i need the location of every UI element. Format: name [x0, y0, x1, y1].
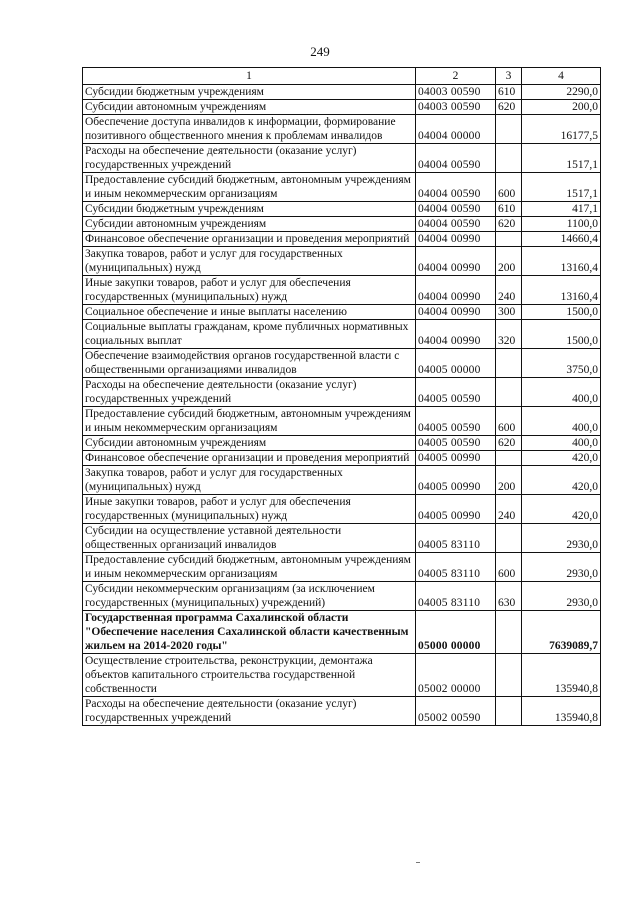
table-row	[83, 85, 601, 100]
row-type-cell: 610	[496, 202, 522, 217]
row-name-cell: Осуществление строительства, реконструкции, демонтажа объектов капитального строительства государственной собственности	[83, 654, 416, 697]
row-name-cell: Государственная программа Сахалинской области "Обеспечение населения Сахалинской области качественным жильем на 2014-2020 годы"	[83, 611, 416, 654]
row-type-cell: 620	[496, 217, 522, 232]
row-name-cell: Иные закупки товаров, работ и услуг для обеспечения государственных (муниципальных) нужд	[83, 276, 416, 305]
row-type-cell: 300	[496, 305, 522, 320]
row-name-cell: Иные закупки товаров, работ и услуг для обеспечения государственных (муниципальных) нужд	[83, 495, 416, 524]
row-type-cell: 600	[496, 553, 522, 582]
table-row	[83, 611, 601, 654]
row-amount-cell: 420,0	[522, 495, 601, 524]
row-code-cell: 04003 00590	[416, 85, 496, 100]
row-code-cell: 04005 00590	[416, 436, 496, 451]
row-code-cell: 04005 83110	[416, 524, 496, 553]
header-col-amount: 4	[522, 68, 601, 85]
row-amount-cell: 135940,8	[522, 697, 601, 726]
row-type-cell: 610	[496, 85, 522, 100]
row-name-cell: Субсидии некоммерческим организациям (за исключением государственных (муниципальных) учреждений)	[83, 582, 416, 611]
row-type-cell	[496, 451, 522, 466]
row-code-cell: 04005 00590	[416, 378, 496, 407]
row-amount-cell: 1100,0	[522, 217, 601, 232]
budget-table	[82, 67, 601, 726]
table-row	[83, 202, 601, 217]
row-name-cell: Расходы на обеспечение деятельности (оказание услуг) государственных учреждений	[83, 144, 416, 173]
table-row	[83, 654, 601, 697]
row-name-cell: Финансовое обеспечение организации и проведения мероприятий	[83, 451, 416, 466]
row-amount-cell: 3750,0	[522, 349, 601, 378]
table-row	[83, 320, 601, 349]
row-amount-cell: 420,0	[522, 451, 601, 466]
table-row	[83, 378, 601, 407]
row-amount-cell: 7639089,7	[522, 611, 601, 654]
table-body	[83, 85, 601, 726]
header-col-code: 2	[416, 68, 496, 85]
row-type-cell	[496, 115, 522, 144]
row-type-cell	[496, 654, 522, 697]
table-row	[83, 232, 601, 247]
page-number: 249	[310, 44, 330, 59]
header-col-name: 1	[83, 68, 416, 85]
table-row	[83, 582, 601, 611]
row-type-cell: 600	[496, 407, 522, 436]
table-row	[83, 436, 601, 451]
row-code-cell: 05002 00590	[416, 697, 496, 726]
table-row	[83, 495, 601, 524]
row-type-cell	[496, 524, 522, 553]
table-row	[83, 451, 601, 466]
row-type-cell: 240	[496, 495, 522, 524]
row-name-cell: Субсидии автономным учреждениям	[83, 436, 416, 451]
row-code-cell: 04005 83110	[416, 553, 496, 582]
row-name-cell: Закупка товаров, работ и услуг для государственных (муниципальных) нужд	[83, 466, 416, 495]
row-amount-cell: 400,0	[522, 436, 601, 451]
row-type-cell: 620	[496, 100, 522, 115]
row-code-cell: 04003 00590	[416, 100, 496, 115]
row-type-cell: 630	[496, 582, 522, 611]
row-amount-cell: 2930,0	[522, 524, 601, 553]
row-name-cell: Субсидии бюджетным учреждениям	[83, 85, 416, 100]
row-type-cell	[496, 144, 522, 173]
row-amount-cell: 2930,0	[522, 582, 601, 611]
row-type-cell: 620	[496, 436, 522, 451]
row-name-cell: Предоставление субсидий бюджетным, автономным учреждениям и иным некоммерческим организациям	[83, 553, 416, 582]
table-row	[83, 100, 601, 115]
table-header-row	[83, 68, 601, 85]
row-name-cell: Обеспечение доступа инвалидов к информации, формирование позитивного общественного мнения к проблемам инвалидов	[83, 115, 416, 144]
row-code-cell: 04004 00590	[416, 217, 496, 232]
row-code-cell: 04005 00000	[416, 349, 496, 378]
row-name-cell: Социальные выплаты гражданам, кроме публичных нормативных социальных выплат	[83, 320, 416, 349]
row-amount-cell: 400,0	[522, 407, 601, 436]
table-row	[83, 553, 601, 582]
row-type-cell: 240	[496, 276, 522, 305]
row-name-cell: Субсидии автономным учреждениям	[83, 100, 416, 115]
table-row	[83, 305, 601, 320]
table-row	[83, 217, 601, 232]
scan-mark	[416, 862, 420, 863]
row-code-cell: 04004 00990	[416, 305, 496, 320]
row-code-cell: 04004 00990	[416, 320, 496, 349]
row-name-cell: Расходы на обеспечение деятельности (оказание услуг) государственных учреждений	[83, 378, 416, 407]
row-name-cell: Субсидии автономным учреждениям	[83, 217, 416, 232]
row-code-cell: 04005 00990	[416, 451, 496, 466]
row-amount-cell: 135940,8	[522, 654, 601, 697]
row-amount-cell: 200,0	[522, 100, 601, 115]
table-row	[83, 173, 601, 202]
table-row	[83, 144, 601, 173]
row-amount-cell: 1500,0	[522, 320, 601, 349]
row-amount-cell: 2930,0	[522, 553, 601, 582]
table-row	[83, 524, 601, 553]
table-row	[83, 115, 601, 144]
table-row	[83, 697, 601, 726]
row-code-cell: 04005 00990	[416, 495, 496, 524]
row-code-cell: 04004 00590	[416, 173, 496, 202]
row-type-cell	[496, 378, 522, 407]
row-amount-cell: 1517,1	[522, 173, 601, 202]
row-type-cell: 200	[496, 466, 522, 495]
row-code-cell: 04005 83110	[416, 582, 496, 611]
row-code-cell: 04004 00990	[416, 232, 496, 247]
row-amount-cell: 13160,4	[522, 247, 601, 276]
row-code-cell: 04005 00590	[416, 407, 496, 436]
row-amount-cell: 420,0	[522, 466, 601, 495]
row-type-cell	[496, 349, 522, 378]
row-type-cell	[496, 697, 522, 726]
row-code-cell: 04004 00990	[416, 247, 496, 276]
row-name-cell: Предоставление субсидий бюджетным, автономным учреждениям и иным некоммерческим организациям	[83, 173, 416, 202]
row-name-cell: Предоставление субсидий бюджетным, автономным учреждениям и иным некоммерческим организациям	[83, 407, 416, 436]
row-name-cell: Расходы на обеспечение деятельности (оказание услуг) государственных учреждений	[83, 697, 416, 726]
row-name-cell: Социальное обеспечение и иные выплаты населению	[83, 305, 416, 320]
row-amount-cell: 1517,1	[522, 144, 601, 173]
row-type-cell: 320	[496, 320, 522, 349]
row-amount-cell: 1500,0	[522, 305, 601, 320]
row-name-cell: Субсидии на осуществление уставной деятельности общественных организаций инвалидов	[83, 524, 416, 553]
table-row	[83, 276, 601, 305]
row-name-cell: Субсидии бюджетным учреждениям	[83, 202, 416, 217]
table-row	[83, 466, 601, 495]
row-amount-cell: 400,0	[522, 378, 601, 407]
row-code-cell: 04005 00990	[416, 466, 496, 495]
row-amount-cell: 14660,4	[522, 232, 601, 247]
table-row	[83, 349, 601, 378]
row-code-cell: 04004 00590	[416, 144, 496, 173]
table-row	[83, 247, 601, 276]
row-code-cell: 05000 00000	[416, 611, 496, 654]
row-code-cell: 04004 00990	[416, 276, 496, 305]
row-type-cell: 200	[496, 247, 522, 276]
row-name-cell: Обеспечение взаимодействия органов государственной власти с общественными организациями инвалидов	[83, 349, 416, 378]
row-name-cell: Финансовое обеспечение организации и проведения мероприятий	[83, 232, 416, 247]
header-col-type: 3	[496, 68, 522, 85]
row-amount-cell: 2290,0	[522, 85, 601, 100]
row-type-cell	[496, 611, 522, 654]
row-code-cell: 04004 00000	[416, 115, 496, 144]
row-name-cell: Закупка товаров, работ и услуг для государственных (муниципальных) нужд	[83, 247, 416, 276]
row-amount-cell: 16177,5	[522, 115, 601, 144]
row-amount-cell: 417,1	[522, 202, 601, 217]
row-type-cell	[496, 232, 522, 247]
row-code-cell: 05002 00000	[416, 654, 496, 697]
row-amount-cell: 13160,4	[522, 276, 601, 305]
row-type-cell: 600	[496, 173, 522, 202]
table-row	[83, 407, 601, 436]
row-code-cell: 04004 00590	[416, 202, 496, 217]
